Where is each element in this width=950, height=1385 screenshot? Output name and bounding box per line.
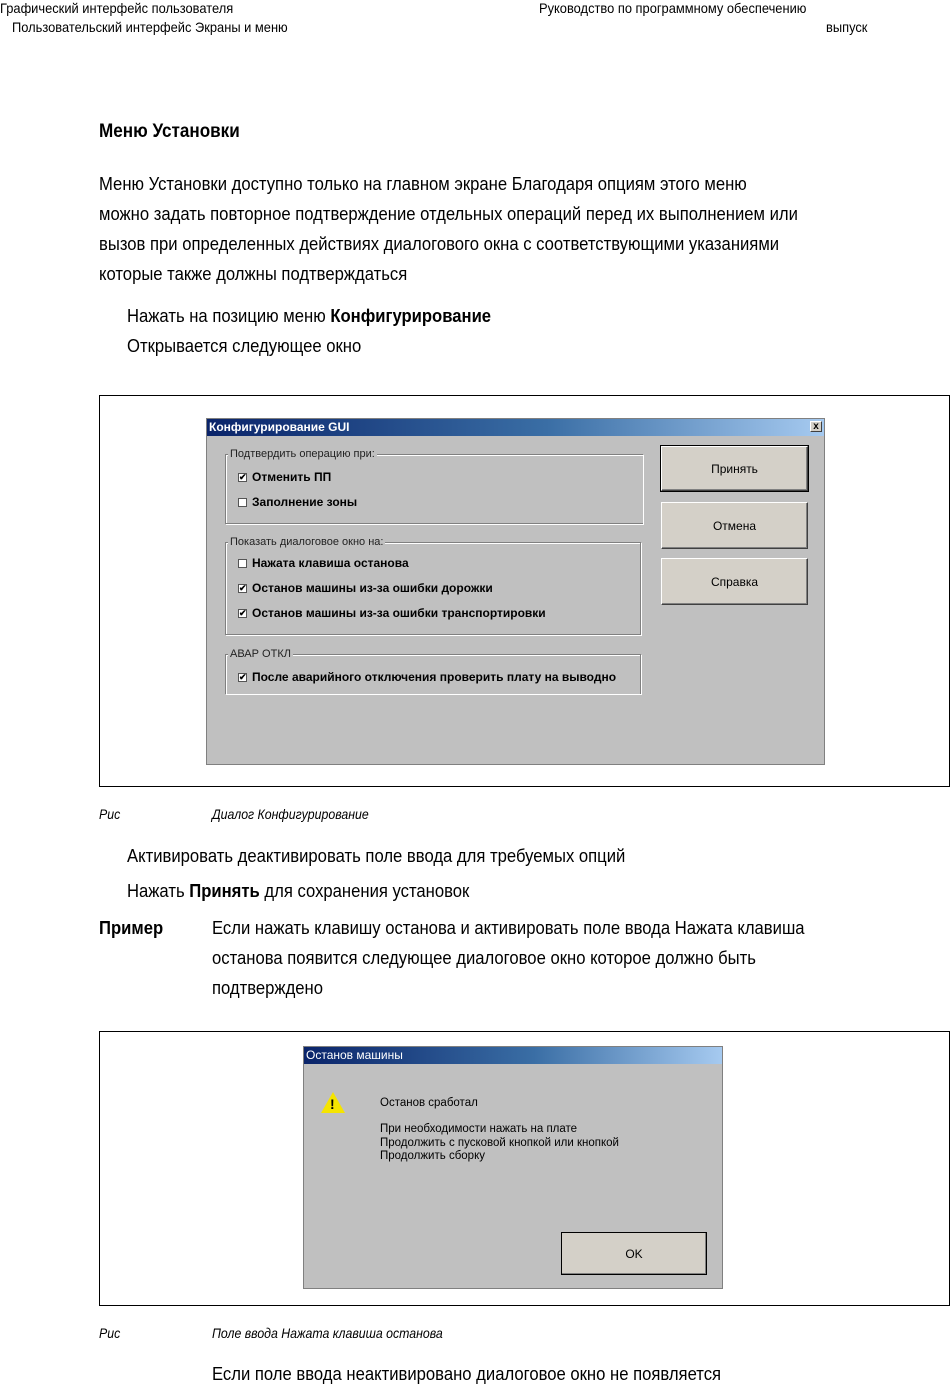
config-dialog-titlebar xyxy=(207,419,824,436)
intro-line-3: вызов при определенных действиях диалогового окна с соответствующими указаниями xyxy=(99,233,780,254)
option-stop-key-pressed[interactable] xyxy=(238,556,409,570)
stop-dialog: Останов машины ! Останов сработал При необходимости нажать на плате Продолжить с пусковой кнопкой или кнопкой Продолжить сборку OK xyxy=(303,1046,723,1289)
option-label: Нажата клавиша останова xyxy=(252,556,409,570)
example-line-3: подтверждено xyxy=(212,977,324,998)
caption-2-text: Поле ввода Нажата клавиша останова xyxy=(212,1325,443,1341)
example-line-2: останова появится следующее диалоговое окно которое должно быть xyxy=(212,947,756,968)
intro-line-2: можно задать повторное подтверждение отдельных операций перед их выполнением или xyxy=(99,203,798,224)
help-button[interactable]: Справка xyxy=(661,558,808,605)
header-left-top: Графический интерфейс пользователя xyxy=(0,0,234,16)
cancel-button[interactable]: Отмена xyxy=(661,502,808,549)
option-zone-fill[interactable] xyxy=(238,495,357,509)
accept-button[interactable]: Принять xyxy=(661,446,808,491)
group-emergency-legend: АВАР ОТКЛ xyxy=(230,648,291,660)
step-1-text: Нажать на позицию меню xyxy=(127,305,331,326)
final-note: Если поле ввода неактивировано диалоговое окно не появляется xyxy=(212,1363,722,1384)
group-confirm-legend: Подтвердить операцию при: xyxy=(230,448,375,460)
stop-dialog-line-2: Продолжить с пусковой кнопкой или кнопкой xyxy=(380,1136,619,1149)
checkbox-unchecked-icon[interactable] xyxy=(238,559,247,568)
step-1-menu-item: Конфигурирование xyxy=(330,305,492,326)
option-cancel-pp[interactable] xyxy=(238,470,331,484)
header-left-bottom: Пользовательский интерфейс Экраны и меню xyxy=(12,19,288,35)
option-label: Останов машины из-за ошибки дорожки xyxy=(252,581,493,595)
caption-1-text: Диалог Конфигурирование xyxy=(212,806,369,822)
group-show-dialog xyxy=(225,536,641,635)
step-3-button-name: Принять xyxy=(189,880,260,901)
caption-2-label: Рис xyxy=(99,1325,121,1341)
config-dialog-title: Конфигурирование GUI xyxy=(209,420,350,434)
config-dialog xyxy=(206,418,825,765)
checkbox-checked-icon[interactable]: ✔ xyxy=(239,471,247,482)
checkbox-unchecked-icon[interactable] xyxy=(238,498,247,507)
example-line-1: Если нажать клавишу останова и активировать поле ввода Нажата клавиша xyxy=(212,917,805,938)
step-1-result: Открывается следующее окно xyxy=(127,335,362,356)
checkbox-checked-icon[interactable]: ✔ xyxy=(239,582,247,593)
stop-dialog-heading: Останов сработал xyxy=(380,1097,478,1109)
stop-dialog-title: Останов машины xyxy=(306,1048,403,1062)
group-confirm-operation xyxy=(225,448,643,524)
intro-line-1: Меню Установки доступно только на главном экране Благодаря опциям этого меню xyxy=(99,173,747,194)
checkbox-checked-icon[interactable]: ✔ xyxy=(239,671,247,682)
step-3-prefix: Нажать xyxy=(127,880,190,901)
caption-1-label: Рис xyxy=(99,806,121,822)
group-show-dialog-legend: Показать диалоговое окно на: xyxy=(230,536,384,548)
option-label: Отменить ПП xyxy=(252,470,332,484)
stop-dialog-titlebar xyxy=(304,1047,722,1064)
header-right-top: Руководство по программному обеспечению xyxy=(539,0,807,16)
step-1 xyxy=(127,305,491,327)
option-label: После аварийного отключения проверить плату на выводно xyxy=(252,670,617,684)
stop-dialog-line-3: Продолжить сборку xyxy=(380,1150,485,1162)
group-emergency-off xyxy=(225,648,641,694)
option-label: Останов машины из-за ошибки транспортировки xyxy=(252,606,546,620)
header-right-bottom: выпуск xyxy=(826,19,868,35)
step-2: Активировать деактивировать поле ввода для требуемых опций xyxy=(127,845,626,866)
option-label: Заполнение зоны xyxy=(252,495,358,509)
checkbox-checked-icon[interactable]: ✔ xyxy=(239,607,247,618)
section-title: Меню Установки xyxy=(99,121,240,142)
option-transport-error-stop[interactable] xyxy=(238,606,546,620)
option-check-board-after-emergency[interactable] xyxy=(238,670,616,684)
step-3-suffix: для сохранения установок xyxy=(259,880,470,901)
option-track-error-stop[interactable] xyxy=(238,581,493,595)
intro-line-4: которые также должны подтверждаться xyxy=(99,263,408,284)
example-label: Пример xyxy=(99,917,164,938)
step-3 xyxy=(127,880,469,902)
stop-dialog-line-1: При необходимости нажать на плате xyxy=(380,1123,578,1135)
close-button[interactable]: x xyxy=(810,421,822,432)
ok-button[interactable]: OK xyxy=(561,1232,707,1275)
